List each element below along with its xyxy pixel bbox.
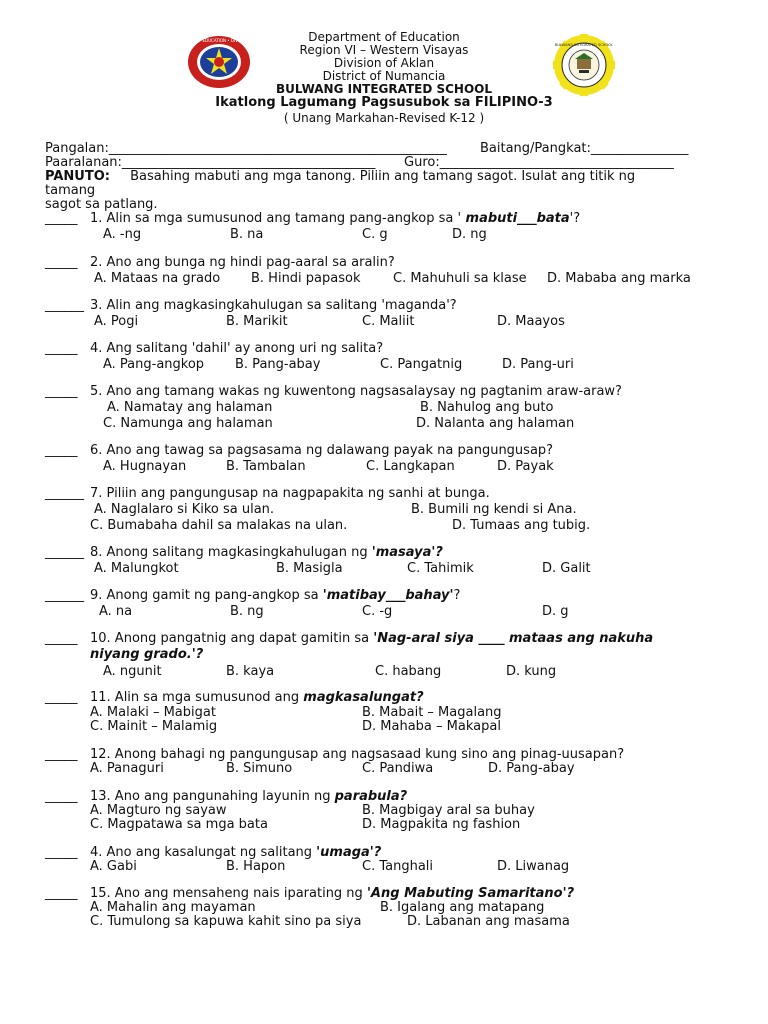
question-14 (90, 845, 381, 860)
choice-c: C. Bumabaha dahil sa malakas na ulan. (90, 518, 348, 533)
choice-d: D. Mababa ang marka (547, 271, 691, 286)
question-10 (90, 631, 653, 646)
choice-b: B. kaya (226, 664, 275, 679)
choice-a: A. Pang-angkop (103, 357, 205, 372)
header-department: Department of Education (308, 30, 460, 44)
question-text: 9. Anong gamit ng pang-angkop sa (90, 588, 323, 603)
header-school: BULWANG INTEGRATED SCHOOL (275, 82, 493, 96)
choice-d: D. Pang-abay (488, 761, 575, 776)
header-division: Division of Aklan (333, 56, 435, 70)
choice-a: A. Malaki – Mabigat (90, 705, 216, 720)
header-district: District of Numancia (322, 69, 446, 83)
choice-a: A. Namatay ang halaman (107, 400, 273, 415)
question-11 (90, 690, 424, 705)
question-text: 13. Ano ang pangunahing layunin ng (90, 789, 335, 804)
choice-c: C. habang (375, 664, 442, 679)
choice-d: D. Pang-uri (502, 357, 574, 372)
choice-a: A. Panaguri (90, 761, 164, 776)
question-text: 8. Anong salitang magkasingkahulugan ng (90, 545, 372, 560)
question-10-line2: niyang grado.'? (90, 647, 204, 662)
answer-blank[interactable]: _____ (45, 886, 78, 901)
choice-c: C. Langkapan (366, 459, 455, 474)
question-emphasis: 'masaya'? (371, 545, 443, 560)
question-7: 7. Piliin ang pangungusap na nagpapakita ng sanhi at bunga. (90, 486, 490, 501)
choice-d: D. Liwanag (497, 859, 570, 874)
choice-d: D. g (542, 604, 569, 619)
answer-blank[interactable]: _____ (45, 690, 78, 705)
question-text: 10. Anong pangatnig ang dapat gamitin sa (90, 631, 374, 646)
question-emphasis: 'Nag-aral siya ____ mataas ang nakuha (373, 631, 654, 646)
question-emphasis: 'matibay___bahay' (322, 588, 454, 603)
instructions-text: Basahing mabuti ang mga tanong. Piliin ang tamang sagot. Isulat ang titik ng (130, 169, 636, 184)
question-1 (90, 211, 580, 226)
choice-a: A. -ng (103, 227, 142, 242)
grade-section-field[interactable]: Baitang/Pangkat:_______________ (480, 141, 689, 156)
answer-blank[interactable]: ______ (45, 486, 84, 501)
answer-blank[interactable]: _____ (45, 341, 78, 356)
choice-b: B. Mabait – Magalang (362, 705, 502, 720)
choice-c: C. Tanghali (362, 859, 434, 874)
choice-b: B. Simuno (226, 761, 293, 776)
choice-c: C. Mainit – Malamig (90, 719, 218, 734)
answer-blank[interactable]: _____ (45, 631, 78, 646)
question-12: 12. Anong bahagi ng pangungusap ang nagsasaad kung sino ang pinag-uusapan? (90, 747, 625, 762)
question-emphasis: magkasalungat? (303, 690, 424, 705)
question-emphasis: 'Ang Mabuting Samaritano'? (366, 886, 575, 901)
choice-b: B. Tambalan (226, 459, 306, 474)
question-9 (90, 588, 460, 603)
teacher-field[interactable]: Guro:____________________________________ (404, 155, 674, 170)
choice-c: C. Mahuhuli sa klase (393, 271, 527, 286)
name-field[interactable]: Pangalan:____________________________________________________ (45, 141, 447, 156)
answer-blank[interactable]: _____ (45, 211, 78, 226)
question-3: 3. Alin ang magkasingkahulugan sa salitang 'maganda'? (90, 298, 457, 313)
answer-blank[interactable]: _____ (45, 384, 78, 399)
choice-b: B. Masigla (276, 561, 343, 576)
choice-b: B. Hapon (226, 859, 286, 874)
choice-c: C. Tahimik (407, 561, 474, 576)
question-text: 15. Ano ang mensaheng nais iparating ng (90, 886, 367, 901)
choice-b: B. na (230, 227, 264, 242)
choice-b: B. Bumili ng kendi si Ana. (411, 502, 577, 517)
choice-b: B. Magbigay aral sa buhay (362, 803, 535, 818)
choice-d: D. Tumaas ang tubig. (452, 518, 591, 533)
question-6: 6. Ano ang tawag sa pagsasama ng dalawang payak na pangungusap? (90, 443, 554, 458)
choice-a: A. Magturo ng sayaw (90, 803, 227, 818)
answer-blank[interactable]: _____ (45, 789, 78, 804)
choice-d: D. Maayos (497, 314, 565, 329)
choice-a: A. Hugnayan (103, 459, 187, 474)
question-emphasis: 'umaga'? (316, 845, 382, 860)
choice-d: D. Galit (542, 561, 591, 576)
choice-c: C. Magpatawa sa mga bata (90, 817, 268, 832)
choice-c: C. Pangatnig (380, 357, 463, 372)
choice-c: C. -g (362, 604, 393, 619)
instructions-label: PANUTO: (45, 169, 110, 184)
exam-subtitle: ( Unang Markahan-Revised K-12 ) (283, 111, 485, 125)
choice-d: D. Magpakita ng fashion (362, 817, 521, 832)
question-text: 11. Alin sa mga sumusunod ang (90, 690, 304, 705)
right-seal-label: BULWANG INTEGRATED SCHOOL (554, 43, 614, 47)
choice-b: B. Marikit (226, 314, 288, 329)
choice-a: A. Naglalaro si Kiko sa ulan. (94, 502, 275, 517)
answer-blank[interactable]: _____ (45, 747, 78, 762)
question-emphasis: mabuti___bata (461, 211, 570, 226)
question-suffix: ? (453, 588, 461, 603)
choice-c: C. g (362, 227, 388, 242)
choice-b: B. Nahulog ang buto (420, 400, 554, 415)
choice-d: D. Payak (497, 459, 554, 474)
choice-d: D. Mahaba – Makapal (362, 719, 501, 734)
question-8 (90, 545, 443, 560)
choice-a: A. Pogi (94, 314, 139, 329)
choice-d: D. ng (452, 227, 487, 242)
choice-a: A. ngunit (103, 664, 162, 679)
choice-a: A. Mahalin ang mayaman (90, 900, 256, 915)
answer-blank[interactable]: _____ (45, 443, 78, 458)
choice-c: C. Tumulong sa kapuwa kahit sino pa siya (90, 914, 362, 929)
answer-blank[interactable]: ______ (45, 298, 84, 313)
choice-b: B. Pang-abay (235, 357, 321, 372)
left-seal-label: DEPARTMENT OF EDUCATION • DIVISION OF AKLAN (167, 38, 271, 43)
question-text: 4. Ano ang kasalungat ng salitang (90, 845, 317, 860)
choice-c: C. Namunga ang halaman (103, 416, 273, 431)
answer-blank[interactable]: _____ (45, 255, 78, 270)
choice-a: A. Malungkot (94, 561, 179, 576)
question-13 (90, 789, 407, 804)
exam-title: Ikatlong Lagumang Pagsusubok sa FILIPINO-3 (215, 95, 553, 110)
question-5: 5. Ano ang tamang wakas ng kuwentong nagsasalaysay ng pagtanim araw-araw? (90, 384, 622, 399)
choice-a: A. Mataas na grado (94, 271, 221, 286)
choice-a: A. na (99, 604, 133, 619)
header-region: Region VI – Western Visayas (299, 43, 469, 57)
question-2: 2. Ano ang bunga ng hindi pag-aaral sa aralin? (90, 255, 395, 270)
answer-blank[interactable]: ______ (45, 588, 84, 603)
choice-b: B. ng (230, 604, 264, 619)
instructions-line2: tamang (45, 183, 96, 198)
choice-d: D. Labanan ang masama (407, 914, 570, 929)
choice-b: B. Igalang ang matapang (380, 900, 545, 915)
answer-blank[interactable]: ______ (45, 545, 84, 560)
choice-d: D. Nalanta ang halaman (416, 416, 575, 431)
choice-d: D. kung (506, 664, 557, 679)
question-4: 4. Ang salitang 'dahil' ay anong uri ng salita? (90, 341, 384, 356)
question-15 (90, 886, 574, 901)
choice-a: A. Gabi (90, 859, 137, 874)
choice-c: C. Maliit (362, 314, 415, 329)
instructions-line3: sagot sa patlang. (45, 197, 158, 212)
choice-c: C. Pandiwa (362, 761, 434, 776)
choice-b: B. Hindi papasok (251, 271, 361, 286)
instructions (45, 169, 635, 184)
question-text: 1. Alin sa mga sumusunod ang tamang pang-angkop sa ' (90, 211, 462, 226)
question-suffix: '? (569, 211, 581, 226)
question-emphasis: parabula? (334, 789, 408, 804)
school-field[interactable]: Paaralanan:_______________________________________ (45, 155, 376, 170)
answer-blank[interactable]: _____ (45, 845, 78, 860)
